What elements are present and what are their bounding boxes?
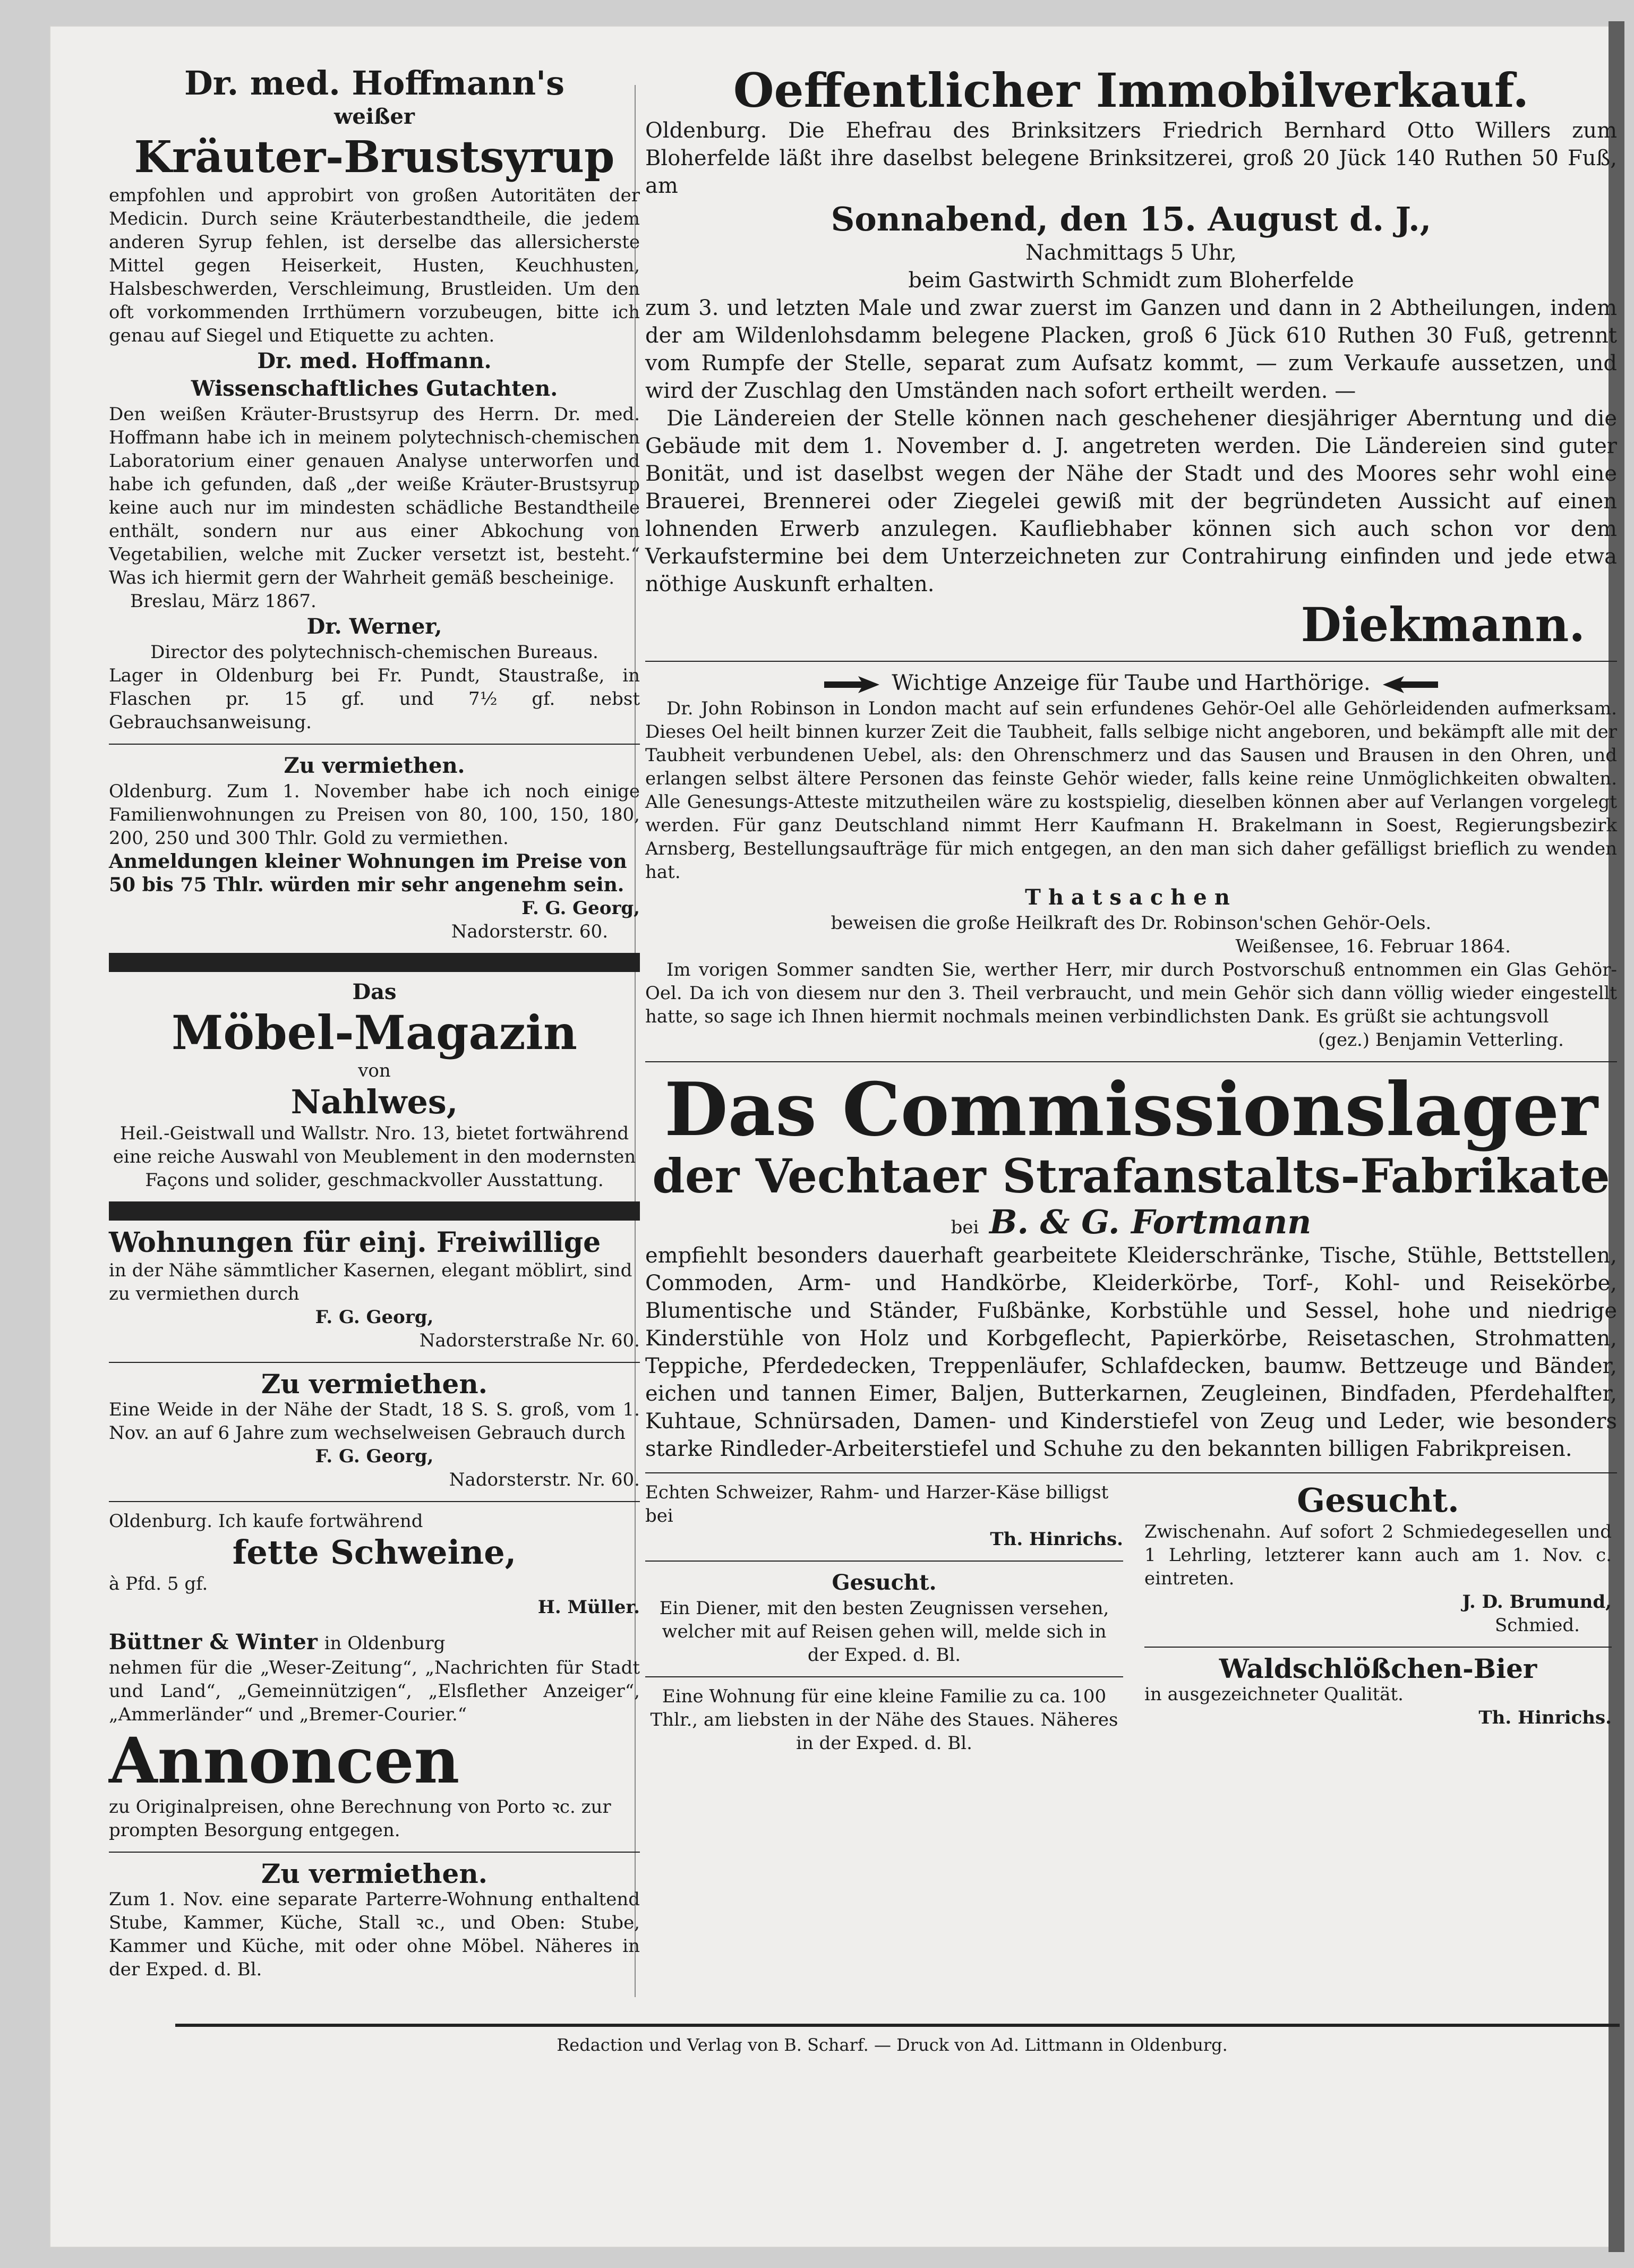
immobil-intro: Oldenburg. Die Ehefrau des Brinksitzers Friedrich Bernhard Otto Willers zum Bloherfelde läßt ihre daselbst belegene Brinksitzerei, groß 20 Jück 140 Ruthen 50 Fuß, am [645, 118, 1617, 198]
annoncen-title: Annoncen [109, 1724, 460, 1797]
gesucht2-ad [1144, 1481, 1612, 1637]
gesucht1-body: Ein Diener, mit den besten Zeugnissen versehen, welcher mit auf Reisen gehen will, melde sich in der Exped. d. Bl. [659, 1598, 1109, 1666]
left-column [109, 64, 640, 1992]
bier-sign: Th. Hinrichs. [1478, 1707, 1612, 1728]
buettner-body: nehmen für die „Weser-Zeitung“, „Nachrichten für Stadt und Land“, „Gemeinnützigen“, „Elsflether Anzeiger“, „Ammerländer“ und „Bremer-Courier.“ [109, 1657, 640, 1725]
footer-imprint: Redaction und Verlag von B. Scharf. — Druck von Ad. Littmann in Oldenburg. [557, 2035, 1228, 2055]
vermiethen1-title: Zu vermiethen. [284, 753, 465, 778]
hoffmann-sign: Dr. med. Hoffmann. [257, 348, 492, 373]
gesucht2-sign: J. D. Brumund, [1462, 1591, 1612, 1613]
moebel-body: Heil.-Geistwall und Wallstr. Nro. 13, bietet fortwährend eine reiche Auswahl von Meublement in den modernsten Façons und solider, geschmackvoller Ausstattung. [113, 1123, 636, 1191]
thick-divider [109, 953, 640, 972]
hoffmann-ad [109, 64, 640, 734]
bier-body: in ausgezeichneter Qualität. [1144, 1684, 1404, 1705]
freiwillige-title: Wohnungen für einj. Freiwillige [109, 1226, 601, 1259]
vermiethen2-addr: Nadorsterstr. Nr. 60. [449, 1469, 640, 1490]
buettner-title: Büttner & Winter [109, 1630, 318, 1655]
gesucht1-title: Gesucht. [832, 1570, 937, 1595]
divider [645, 1561, 1123, 1562]
hoffmann-date: Breslau, März 1867. [130, 591, 316, 612]
vermiethen2-title: Zu vermiethen. [261, 1368, 488, 1400]
vermiethen3-ad [109, 1860, 640, 1981]
immobil-sign: Diekmann. [1301, 597, 1585, 652]
commission-firm-line [645, 1203, 1617, 1242]
bottom-right-ads [1144, 1481, 1612, 1764]
werner-sign: Dr. Werner, [306, 614, 442, 639]
werner-title: Director des polytechnisch-chemischen Bureaus. [150, 642, 598, 663]
vermiethen3-title: Zu vermiethen. [261, 1858, 488, 1889]
kaese-ad [645, 1481, 1123, 1551]
footer-rule [175, 2024, 1620, 2027]
robinson-body: Dr. John Robinson in London macht auf sein erfundenes Gehör-Oel alle Gehörleidenden aufmerksam. Dieses Oel heilt binnen kurzer Zeit die Taubheit, falls selbige nicht angeboren, und bekämpft alle mit der Taubheit verbundenen Uebel, als: den Ohrenschmerz und das Sausen und Brausen in den Ohren, und erlangen selbst ältere Personen das feinste Gehör wieder, falls keine reine Unmöglichkeiten obwalten. Alle Genesungs-Atteste mitzutheilen wäre zu kostspielig, dieselben können aber auf Verlangen vorgelegt werden. Für ganz Deutschland nimmt Herr Kaufmann H. Brakelmann in Soest, Regierungsbezirk Arnsberg, Bestellungsaufträge für mich entgegen, an den man sich daher gefälligst brieflich zu wenden hat. [645, 698, 1617, 883]
immobil-title: Oeffentlicher Immobilverkauf. [733, 63, 1529, 118]
freiwillige-addr: Nadorsterstraße Nr. 60. [419, 1330, 640, 1351]
vermiethen2-sign: F. G. Georg, [315, 1446, 434, 1467]
gesucht2-body: Zwischenahn. Auf sofort 2 Schmiedegesellen und 1 Lehrling, letzterer kann auch am 1. Nov. c. eintreten. [1144, 1521, 1612, 1589]
kaese-body: Echten Schweizer, Rahm- und Harzer-Käse billigst bei [645, 1482, 1109, 1527]
immobil-place: beim Gastwirth Schmidt zum Bloherfelde [908, 268, 1354, 293]
robinson-letter: Im vorigen Sommer sandten Sie, werther Herr, mir durch Postvorschuß entnommen ein Glas Gehör-Oel. Da ich von diesem nur den 3. Theil verbraucht, und mein Gehör sich dann völlig wieder eingestellt hatte, so sage ich Ihnen hiermit nochmals meinen verbindlichsten Dank. Es grüßt sie achtungsvoll [645, 959, 1617, 1027]
bier-title: Waldschlößchen-Bier [1219, 1653, 1537, 1684]
schweine-price: à Pfd. 5 gf. [109, 1573, 208, 1595]
divider [109, 1852, 640, 1853]
vermiethen2-ad [109, 1370, 640, 1491]
divider [645, 661, 1617, 662]
vermiethen1-sign: F. G. Georg, [521, 898, 640, 919]
immobil-ad [645, 64, 1617, 651]
commission-title2: der Vechtaer Strafanstalts-Fabrikate [652, 1148, 1610, 1204]
schweine-title: fette Schweine, [232, 1533, 517, 1572]
schweine-sign: H. Müller. [537, 1597, 640, 1618]
vermiethen1-body: Oldenburg. Zum 1. November habe ich noch einige Familienwohnungen zu Preisen von 80, 100, 150, 180, 200, 250 und 300 Thlr. Gold zu vermiethen. [109, 781, 640, 849]
vermiethen2-body: Eine Weide in der Nähe der Stadt, 18 S. S. groß, vom 1. Nov. an auf 6 Jahre zum wechselweisen Gebrauch durch [109, 1399, 640, 1444]
divider [645, 1676, 1123, 1677]
buettner-ort: in Oldenburg [324, 1633, 446, 1654]
robinson-beweisen: beweisen die große Heilkraft des Dr. Robinson'schen Gehör-Oels. [831, 913, 1432, 934]
hoffmann-lager: Lager in Oldenburg bei Fr. Pundt, Staustraße, in Flaschen pr. 15 gf. und 7½ gf. nebst Gebrauchsanweisung. [109, 665, 640, 733]
schweine-intro: Oldenburg. Ich kaufe fortwährend [109, 1511, 423, 1532]
robinson-title: Wichtige Anzeige für Taube und Harthörige. [892, 671, 1371, 695]
divider [645, 1472, 1617, 1473]
hoffmann-product: Kräuter-Brustsyrup [134, 132, 615, 183]
buettner-tail: zu Originalpreisen, ohne Berechnung von Porto ꝛc. zur prompten Besorgung entgegen. [109, 1796, 611, 1841]
robinson-title-line [645, 669, 1617, 697]
wohnung-body: Eine Wohnung für eine kleine Familie zu ca. 100 Thlr., am liebsten in der Nähe des Staues. Näheres in der Exped. d. Bl. [650, 1686, 1118, 1754]
freiwillige-ad [109, 1227, 640, 1352]
moebel-title: Möbel-Magazin [172, 1005, 577, 1060]
commission-ad [645, 1066, 1617, 1463]
buettner-title-line [109, 1628, 640, 1656]
hoffmann-weiss: weißer [334, 104, 415, 129]
robinson-thatsachen: Thatsachen [1025, 885, 1237, 910]
divider [109, 744, 640, 745]
freiwillige-sign: F. G. Georg, [315, 1307, 434, 1328]
immobil-body1: zum 3. und letzten Male und zwar zuerst im Ganzen und dann in 2 Abtheilungen, indem der am Wildenlohsdamm belegene Placken, groß 6 Jück 610 Ruthen 30 Fuß, getrennt vom Rumpfe der Stelle, separat zum Aufsatz kommt, — zum Verkaufe aussetzen, und wird der Zuschlag den Umständen nach sofort ertheilt werden. — [645, 296, 1617, 403]
wohnung-ad [645, 1685, 1123, 1755]
divider [645, 1061, 1617, 1062]
commission-bei: bei [951, 1217, 979, 1238]
freiwillige-body: in der Nähe sämmtlicher Kasernen, elegant möblirt, sind zu vermiethen durch [109, 1260, 632, 1304]
buettner-ad [109, 1628, 640, 1842]
divider [109, 1362, 640, 1363]
hoffmann-body: empfohlen und approbirt von großen Autoritäten der Medicin. Durch seine Kräuterbestandtheile, die jedem anderen Syrup fehlen, ist derselbe das allersicherste Mittel gegen Heiserkeit, Husten, Keuchhusten, Halsbeschwerden, Verschleimung, Brustleiden. Um den oft vorkommenden Irrthümern vorzubeugen, bitte ich genau auf Siegel und Etiquette zu achten. [109, 185, 640, 346]
vermiethen1-addr: Nadorsterstr. 60. [451, 921, 608, 942]
immobil-time: Nachmittags 5 Uhr, [1025, 241, 1237, 265]
gutachten-title: Wissenschaftliches Gutachten. [191, 376, 558, 401]
commission-body: empfiehlt besonders dauerhaft gearbeitete Kleiderschränke, Tische, Stühle, Bettstellen, Commoden, Arm- und Handkörbe, Kleiderkörbe, Torf-, Kohl- und Reisekörbe, Blumentische und Ständer, Fußbänke, Korbstühle und Sessel, hohe und niedrige Kinderstühle von Holz und Korbgeflecht, Papierkörbe, Reisetaschen, Strohmatten, Teppiche, Pferdedecken, Treppenläufer, Schlafdecken, baumw. Bettzeuge und Bänder, eichen und tannen Eimer, Baljen, Butterkarnen, Zeugleinen, Bindfaden, Pferdehalfter, Kuhtaue, Schnürsaden, Damen- und Kinderstiefel von Zeug und Leder, wie besonders starke Rindleder-Arbeiterstiefel und Schuhe zu den bekannten billigen Fabrikpreisen. [645, 1243, 1617, 1461]
commission-firm: B. & G. Fortmann [989, 1203, 1312, 1241]
right-column [645, 64, 1617, 1992]
moebel-von: von [358, 1060, 391, 1081]
bottom-left-ads [645, 1481, 1123, 1764]
robinson-place: Weißensee, 16. Februar 1864. [1235, 936, 1511, 957]
immobil-body2: Die Ländereien der Stelle können nach geschehener diesjähriger Aberntung und die Gebäude mit dem 1. November d. J. angetreten werden. Die Ländereien sind guter Bonität, und ist daselbst wegen der Nähe der Stadt und des Moores sehr wohl eine Brauerei, Brennerei oder Ziegelei gewiß mit der begründeten Aussicht auf einen lohnenden Erwerb anzulegen. Kaufliebhaber können sich auch schon vor dem Verkaufstermine bei dem Unterzeichneten zur Contrahirung einfinden und jede etwa nöthige Auskunft erhalten. [645, 406, 1617, 596]
kaese-sign: Th. Hinrichs. [990, 1529, 1123, 1550]
gesucht2-title: Gesucht. [1297, 1481, 1459, 1520]
schweine-ad [109, 1510, 640, 1619]
vermiethen1-ad [109, 752, 640, 943]
robinson-sign: (gez.) Benjamin Vetterling. [1318, 1029, 1564, 1051]
pointing-hand-left-icon [1377, 674, 1441, 695]
gesucht2-role: Schmied. [1494, 1615, 1580, 1636]
commission-title1: Das Commissionslager [664, 1066, 1598, 1153]
thick-divider [109, 1201, 640, 1221]
vermiethen3-body: Zum 1. Nov. eine separate Parterre-Wohnung enthaltend Stube, Kammer, Küche, Stall ꝛc., und Oben: Stube, Kammer und Küche, mit oder ohne Möbel. Näheres in der Exped. d. Bl. [109, 1889, 640, 1980]
hoffmann-title: Dr. med. Hoffmann's [184, 64, 565, 103]
moebel-name: Nahlwes, [290, 1082, 458, 1121]
pointing-hand-right-icon [822, 674, 885, 695]
gutachten-body: Den weißen Kräuter-Brustsyrup des Herrn. Dr. med. Hoffmann habe ich in meinem polytechnisch-chemischen Laboratorium einer genauen Analyse unterworfen und habe ich gefunden, daß „der weiße Kräuter-Brustsyrup keine auch nur im mindesten schädliche Bestandtheile enthält, sondern nur aus einer Abkochung von Vegetabilien, welche mit Zucker versetzt ist, besteht.“ Was ich hiermit gern der Wahrheit gemäß bescheinige. [109, 404, 640, 589]
immobil-date: Sonnabend, den 15. August d. J., [831, 200, 1432, 238]
vermiethen1-bold: Anmeldungen kleiner Wohnungen im Preise von 50 bis 75 Thlr. würden mir sehr angenehm sein. [109, 850, 627, 896]
divider [1144, 1647, 1612, 1648]
moebel-das: Das [352, 979, 397, 1004]
bottom-ads-row [645, 1481, 1617, 1764]
robinson-ad [645, 669, 1617, 1052]
bier-ad [1144, 1655, 1612, 1729]
moebel-ad [109, 978, 640, 1192]
gesucht1-ad [645, 1569, 1123, 1667]
divider [109, 1501, 640, 1502]
